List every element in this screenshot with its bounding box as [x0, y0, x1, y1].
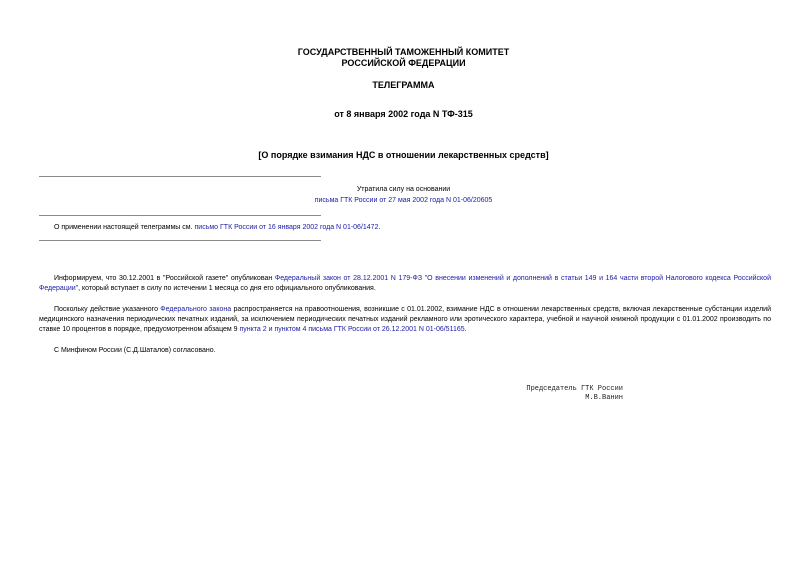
p2-text-b: распространяется на правоотношения, возникшие с 01.01.2002, взимание НДС в отношении лекарственных средств, включая лекарственные субстанции изделий медицинского назначения периодических печатных изданий, за исключением периодических печатных изданий рекламного или эротического характера, учебной и научной книжной продукции с 01.01.2002 производить по ставке 10 процентов в порядке, предусмотренном абзацем 9 [39, 306, 771, 333]
application-note-link[interactable]: письмо ГТК России от 16 января 2002 года N 01-06/1472 [194, 224, 379, 231]
lost-force-link[interactable]: письма ГТК России от 27 мая 2002 года N 01-06/20605 [314, 197, 493, 204]
divider-top [39, 176, 321, 177]
paragraph-2 [39, 305, 771, 335]
paragraph-3: С Минфином России (С.Д.Шаталов) согласовано. [54, 347, 216, 354]
document-type: ТЕЛЕГРАММА [372, 80, 435, 90]
org-name-line1: ГОСУДАРСТВЕННЫЙ ТАМОЖЕННЫЙ КОМИТЕТ [297, 47, 510, 57]
org-name-line2: РОССИЙСКОЙ ФЕДЕРАЦИИ [341, 58, 466, 68]
signature-name: М.В.Ванин [585, 394, 623, 402]
divider-note-bottom [39, 240, 321, 241]
signature-position: Председатель ГТК России [526, 385, 623, 393]
p2-text-a: Поскольку действие указанного [54, 306, 161, 313]
p1-text-a: Информируем, что 30.12.2001 в "Российской газете" опубликован [54, 275, 275, 282]
p2-text-c: . [464, 326, 467, 333]
document-date-number: от 8 января 2002 года N ТФ-315 [334, 109, 473, 119]
application-note-prefix: О применении настоящей телеграммы см. [54, 224, 195, 231]
application-note [54, 224, 774, 231]
gtk-letter-link[interactable]: пункта 2 и пунктом 4 письма ГТК России от 26.12.2001 N 01-06/51165 [239, 326, 465, 333]
paragraph-1 [39, 274, 771, 294]
federal-law-link[interactable]: Федеральный закон от 28.12.2001 N 179-ФЗ "О внесении изменений и дополнений в статьи 149 и 164 части второй Налогового кодекса Российской Федерации" [39, 275, 771, 292]
divider-note-top [39, 215, 321, 216]
document-title: [О порядке взимания НДС в отношении лекарственных средств] [258, 150, 549, 160]
federal-law-short-link[interactable]: Федерального закона [160, 306, 232, 313]
p1-text-b: , который вступает в силу по истечении 1 месяца со дня его официального опубликования. [78, 285, 376, 292]
lost-force-label: Утратила силу на основании [356, 186, 451, 193]
application-note-suffix: . [378, 224, 381, 231]
